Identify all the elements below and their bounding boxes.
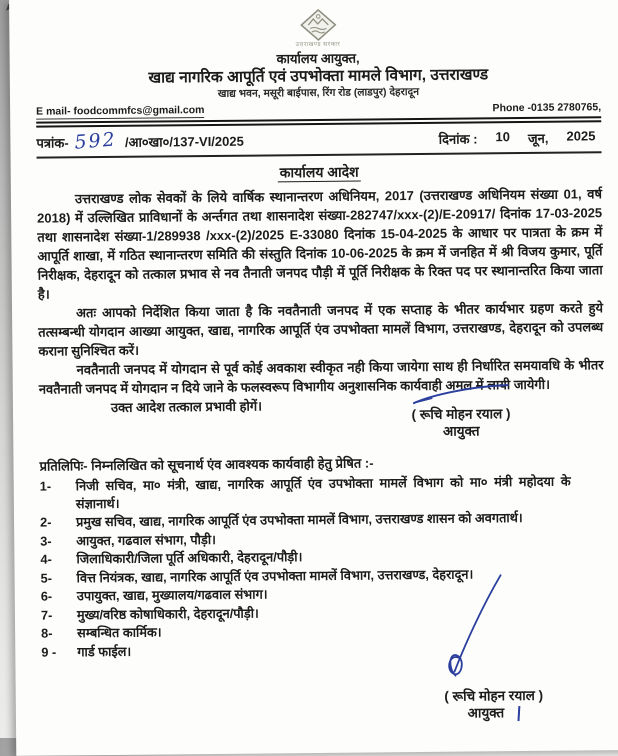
- email-text: E mail- foodcommfcs@gmail.com: [36, 104, 205, 118]
- list-item-text: उपायुक्त, खाद्य, मुख्यालय/गढवाल संभाग।: [76, 586, 268, 604]
- signatory-designation: आयुक्त: [442, 423, 480, 439]
- letter-no-suffix: /आ०खा०/137-VI/2025: [124, 133, 244, 150]
- date-month: जून,: [527, 130, 549, 146]
- list-item-number: 7-: [40, 607, 53, 623]
- list-item-text: निजी सचिव, मा० मंत्री, खाद्य, नागरिक आपूर्ति एंव उपभोक्ता मामलें विभाग को मा० मंत्री महोदया के संज्ञानार्थ।: [75, 473, 571, 511]
- date-group: [439, 128, 602, 148]
- list-item-text: वित्त नियंत्रक, खाद्य, नागरिक आपूर्ति एंव उपभोक्ता मामलें विभाग, उत्तराखण्ड, देहरादून।: [76, 565, 474, 585]
- list-item-number: 5-: [40, 570, 53, 586]
- list-item-text: प्रमुख सचिव, खाद्य, नागरिक आपूर्ति एंव उपभोक्ता मामलें विभाग, उत्तराखण्ड शासन को अवगतार्थ।: [75, 510, 523, 530]
- phone-text: Phone -0135 2780765,: [492, 101, 602, 115]
- uttarakhand-government-emblem-icon: [300, 9, 336, 41]
- signatory-name: ( रूचि मोहन रयाल ): [411, 406, 511, 423]
- emblem-block: [35, 6, 600, 51]
- office-title: कार्यालय आयुक्त,: [276, 50, 360, 67]
- letter-no-label: पत्रांक-: [36, 135, 69, 151]
- handwritten-letter-number: 592: [73, 128, 118, 154]
- paragraph-4: उक्त आदेश तत्काल प्रभावी होगें।: [110, 398, 263, 415]
- list-item-number: 9 -: [41, 643, 57, 660]
- copy-to-section: [39, 452, 606, 721]
- document-title: कार्यालय आदेश: [37, 160, 602, 184]
- list-item-text: सम्बन्धित कार्मिक।: [77, 624, 162, 641]
- list-item-number: 3-: [40, 533, 52, 549]
- copy-heading: प्रतिलिपिः- निम्नलिखित को सूचनार्थ एंव आवश्यक कार्यवाही हेतु प्रेषित :-: [39, 455, 374, 474]
- list-item-text: गार्ड फाईल।: [77, 643, 132, 659]
- paragraph-3: नवतैनाती जनपद में योगदान से पूर्व कोई अवकाश स्वीकृत नही किया जायेगा साथ ही निर्धारित समयावधि के भीतर नवतैनाती जनपद में योगदान न दिये जाने के फलस्वरूप विभागीय अनुशासनिक कार्यवाही अमल में लायी जायेगी।: [38, 357, 604, 397]
- list-item-text: आयुक्त, गढवाल संभाग, पौड़ी।: [76, 531, 217, 548]
- reference-row: [36, 122, 601, 158]
- list-item-number: 6-: [40, 588, 53, 604]
- list-item-text: मुख्य/वरिष्ठ कोषाधिकारी, देहरादून/पौड़ी।: [76, 605, 259, 622]
- paragraph-2: अतः आपको निर्देशित किया जाता है कि नवतैनाती जनपद में एक सप्ताह के भीतर कार्यभार ग्रहण करते हुये तत्सम्बन्धी योगदान आख्या आयुक्त, खाद्य, नागरिक आपूर्ति एंव उपभोक्ता मामलें विभाग, उत्तराखण्ड, देहरादून को उपलब्ध कराना सुनिश्चित करें।: [38, 300, 604, 359]
- list-item-number: 4-: [40, 551, 52, 567]
- list-item-number: 1-: [39, 478, 52, 494]
- ink-tick-mark: [518, 706, 521, 721]
- date-day: 10: [495, 129, 511, 145]
- emblem-caption: उत्तराखण्ड सरकार: [295, 41, 341, 49]
- list-item-number: 8-: [41, 625, 53, 641]
- scanned-document-page: [9, 0, 618, 756]
- paragraph-1: उत्तराखण्ड लोक सेवकों के लिये वार्षिक स्थानान्तरण अधिनियम, 2017 (उत्तराखण्ड अधिनियम संख्या 01, वर्ष 2018) में उल्लिखित प्राविधानों के अर्न्तगत तथा शासनादेश संख्या-282747/xxx-(2)/E-20917/ दिनांक 17-03-2025 तथा शासनादेश संख्या-1/289938 /xxx-(2)/2025 E-33080 दिनांक 15-04-2025 के आधार पर पात्रता के क्रम में आपूर्ति शाखा, में गठित स्थानान्तरण समिति की संस्तुति दिनांक 10-06-2025 के क्रम में जनहित में श्री विजय कुमार, पूर्ति निरीक्षक, देहरादून को तत्काल प्रभाव से नव तैनाती जनपद पौड़ी में पूर्ति निरीक्षक के रिक्त पद पर स्थानान्तरित किया जाता है।: [37, 186, 603, 302]
- signature-block-top: [366, 379, 557, 441]
- list-item-text: जिलाधिकारी/जिला पूर्ति अधिकारी, देहरादून/पौड़ी।: [76, 549, 303, 567]
- office-address: खाद्य भवन, मसूरी बाईपास, रिंग रोड (लाडपुर) देहरादून: [217, 85, 420, 100]
- list-item-number: 2-: [39, 514, 52, 530]
- department-title: खाद्य नागरिक आपूर्ति एवं उपभोक्ता मामले विभाग, उत्तराखण्ड: [148, 66, 489, 87]
- date-label: दिनांक :: [438, 131, 478, 147]
- copy-list: [40, 472, 607, 660]
- signatory-designation: आयुक्त: [394, 703, 594, 722]
- list-item: [40, 472, 605, 512]
- signatory-name: ( रूचि मोहन रयाल ): [444, 687, 544, 704]
- signature-block-bottom: [394, 686, 594, 722]
- signature-stroke-icon: [406, 379, 516, 406]
- date-year: 2025: [566, 128, 596, 144]
